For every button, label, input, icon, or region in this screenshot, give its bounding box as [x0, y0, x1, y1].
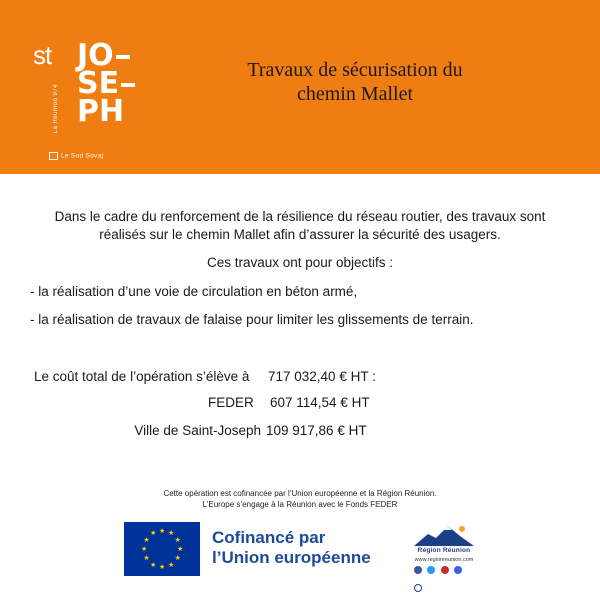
- eu-star-icon: ★: [159, 527, 166, 535]
- page-title-line-1: Travaux de sécurisation du: [247, 59, 463, 81]
- total-cost-amount: 717 032,40 € HT :: [268, 369, 376, 384]
- page-title: [190, 58, 520, 106]
- logo-letters-text-1: JO: [77, 38, 114, 73]
- saint-joseph-logo: [33, 38, 143, 166]
- logo-dash: [116, 55, 130, 59]
- objective-item: - la réalisation de travaux de falaise pour limiter les glissements de terrain.: [30, 312, 474, 327]
- eu-cofinance-line-2: l’Union européenne: [212, 548, 371, 567]
- logo-vertical-text: La Réunion 974: [53, 84, 59, 134]
- eu-star-icon: ★: [150, 560, 157, 569]
- logo-letters-text-3: PH: [77, 94, 125, 129]
- eu-star-icon: ★: [168, 529, 175, 538]
- eu-star-icon: ★: [174, 536, 181, 544]
- region-mountain-icon: [414, 524, 474, 546]
- objectives-heading: Ces travaux ont pour objectifs :: [206, 255, 394, 270]
- social-icons: [414, 566, 474, 576]
- youtube-icon: [441, 566, 449, 574]
- twitter-icon: [427, 566, 435, 574]
- logo-tagline-text: Le Sud Sovaj: [61, 152, 104, 160]
- eu-star-icon: ★: [168, 560, 175, 569]
- intro-line-2: réalisés sur le chemin Mallet afin d’assurer la sécurité des usagers.: [99, 227, 501, 242]
- cofinance-note-line-1: Cette opération est cofinancée par l’Union européenne et la Région Réunion.: [163, 489, 437, 498]
- badge-icon: [414, 584, 422, 592]
- total-cost-label: Le coût total de l’opération s’élève à: [34, 369, 250, 384]
- ville-label: Ville de Saint-Joseph: [134, 423, 261, 438]
- logo-letters-text-2: SE: [77, 66, 120, 101]
- logo-dash: [121, 83, 135, 87]
- eu-star-icon: ★: [174, 554, 181, 562]
- header-banner: [0, 0, 600, 174]
- eu-star-icon: ★: [141, 545, 148, 553]
- facebook-icon: [414, 566, 422, 574]
- logo-letters-line-3: [77, 94, 139, 129]
- region-reunion-logo: [408, 524, 478, 580]
- eu-star-icon: ★: [177, 545, 184, 553]
- cofinance-note: [130, 488, 470, 510]
- cofinance-note-line-2: L’Europe s’engage à la Réunion avec le Fonds FEDER: [202, 500, 398, 509]
- region-url: www.regionreunion.com: [414, 557, 474, 563]
- region-name: Région Réunion: [417, 547, 471, 554]
- page-title-line-2: chemin Mallet: [296, 83, 414, 105]
- eu-star-icon: ★: [150, 529, 157, 538]
- intro-paragraph: [28, 208, 572, 244]
- instagram-icon: [454, 566, 462, 574]
- feder-label: FEDER: [208, 395, 254, 410]
- eu-flag-icon: [124, 522, 200, 576]
- eu-star-icon: ★: [143, 536, 150, 544]
- eu-star-icon: ★: [143, 554, 150, 562]
- objective-item: - la réalisation d’une voie de circulation en béton armé,: [30, 284, 358, 299]
- eu-star-icon: ★: [159, 563, 166, 571]
- eu-cofinance-line-1: Cofinancé par: [212, 528, 326, 547]
- logo-tagline: [49, 152, 103, 160]
- ville-amount: 109 917,86 € HT: [266, 423, 367, 438]
- logo-tagline-icon: [49, 152, 58, 160]
- eu-cofinance-label: [212, 528, 371, 568]
- feder-amount: 607 114,54 € HT: [270, 395, 370, 410]
- logo-letters: [77, 38, 139, 129]
- intro-line-1: Dans le cadre du renforcement de la résilience du réseau routier, des travaux sont: [54, 209, 546, 224]
- logo-prefix: st: [33, 40, 52, 70]
